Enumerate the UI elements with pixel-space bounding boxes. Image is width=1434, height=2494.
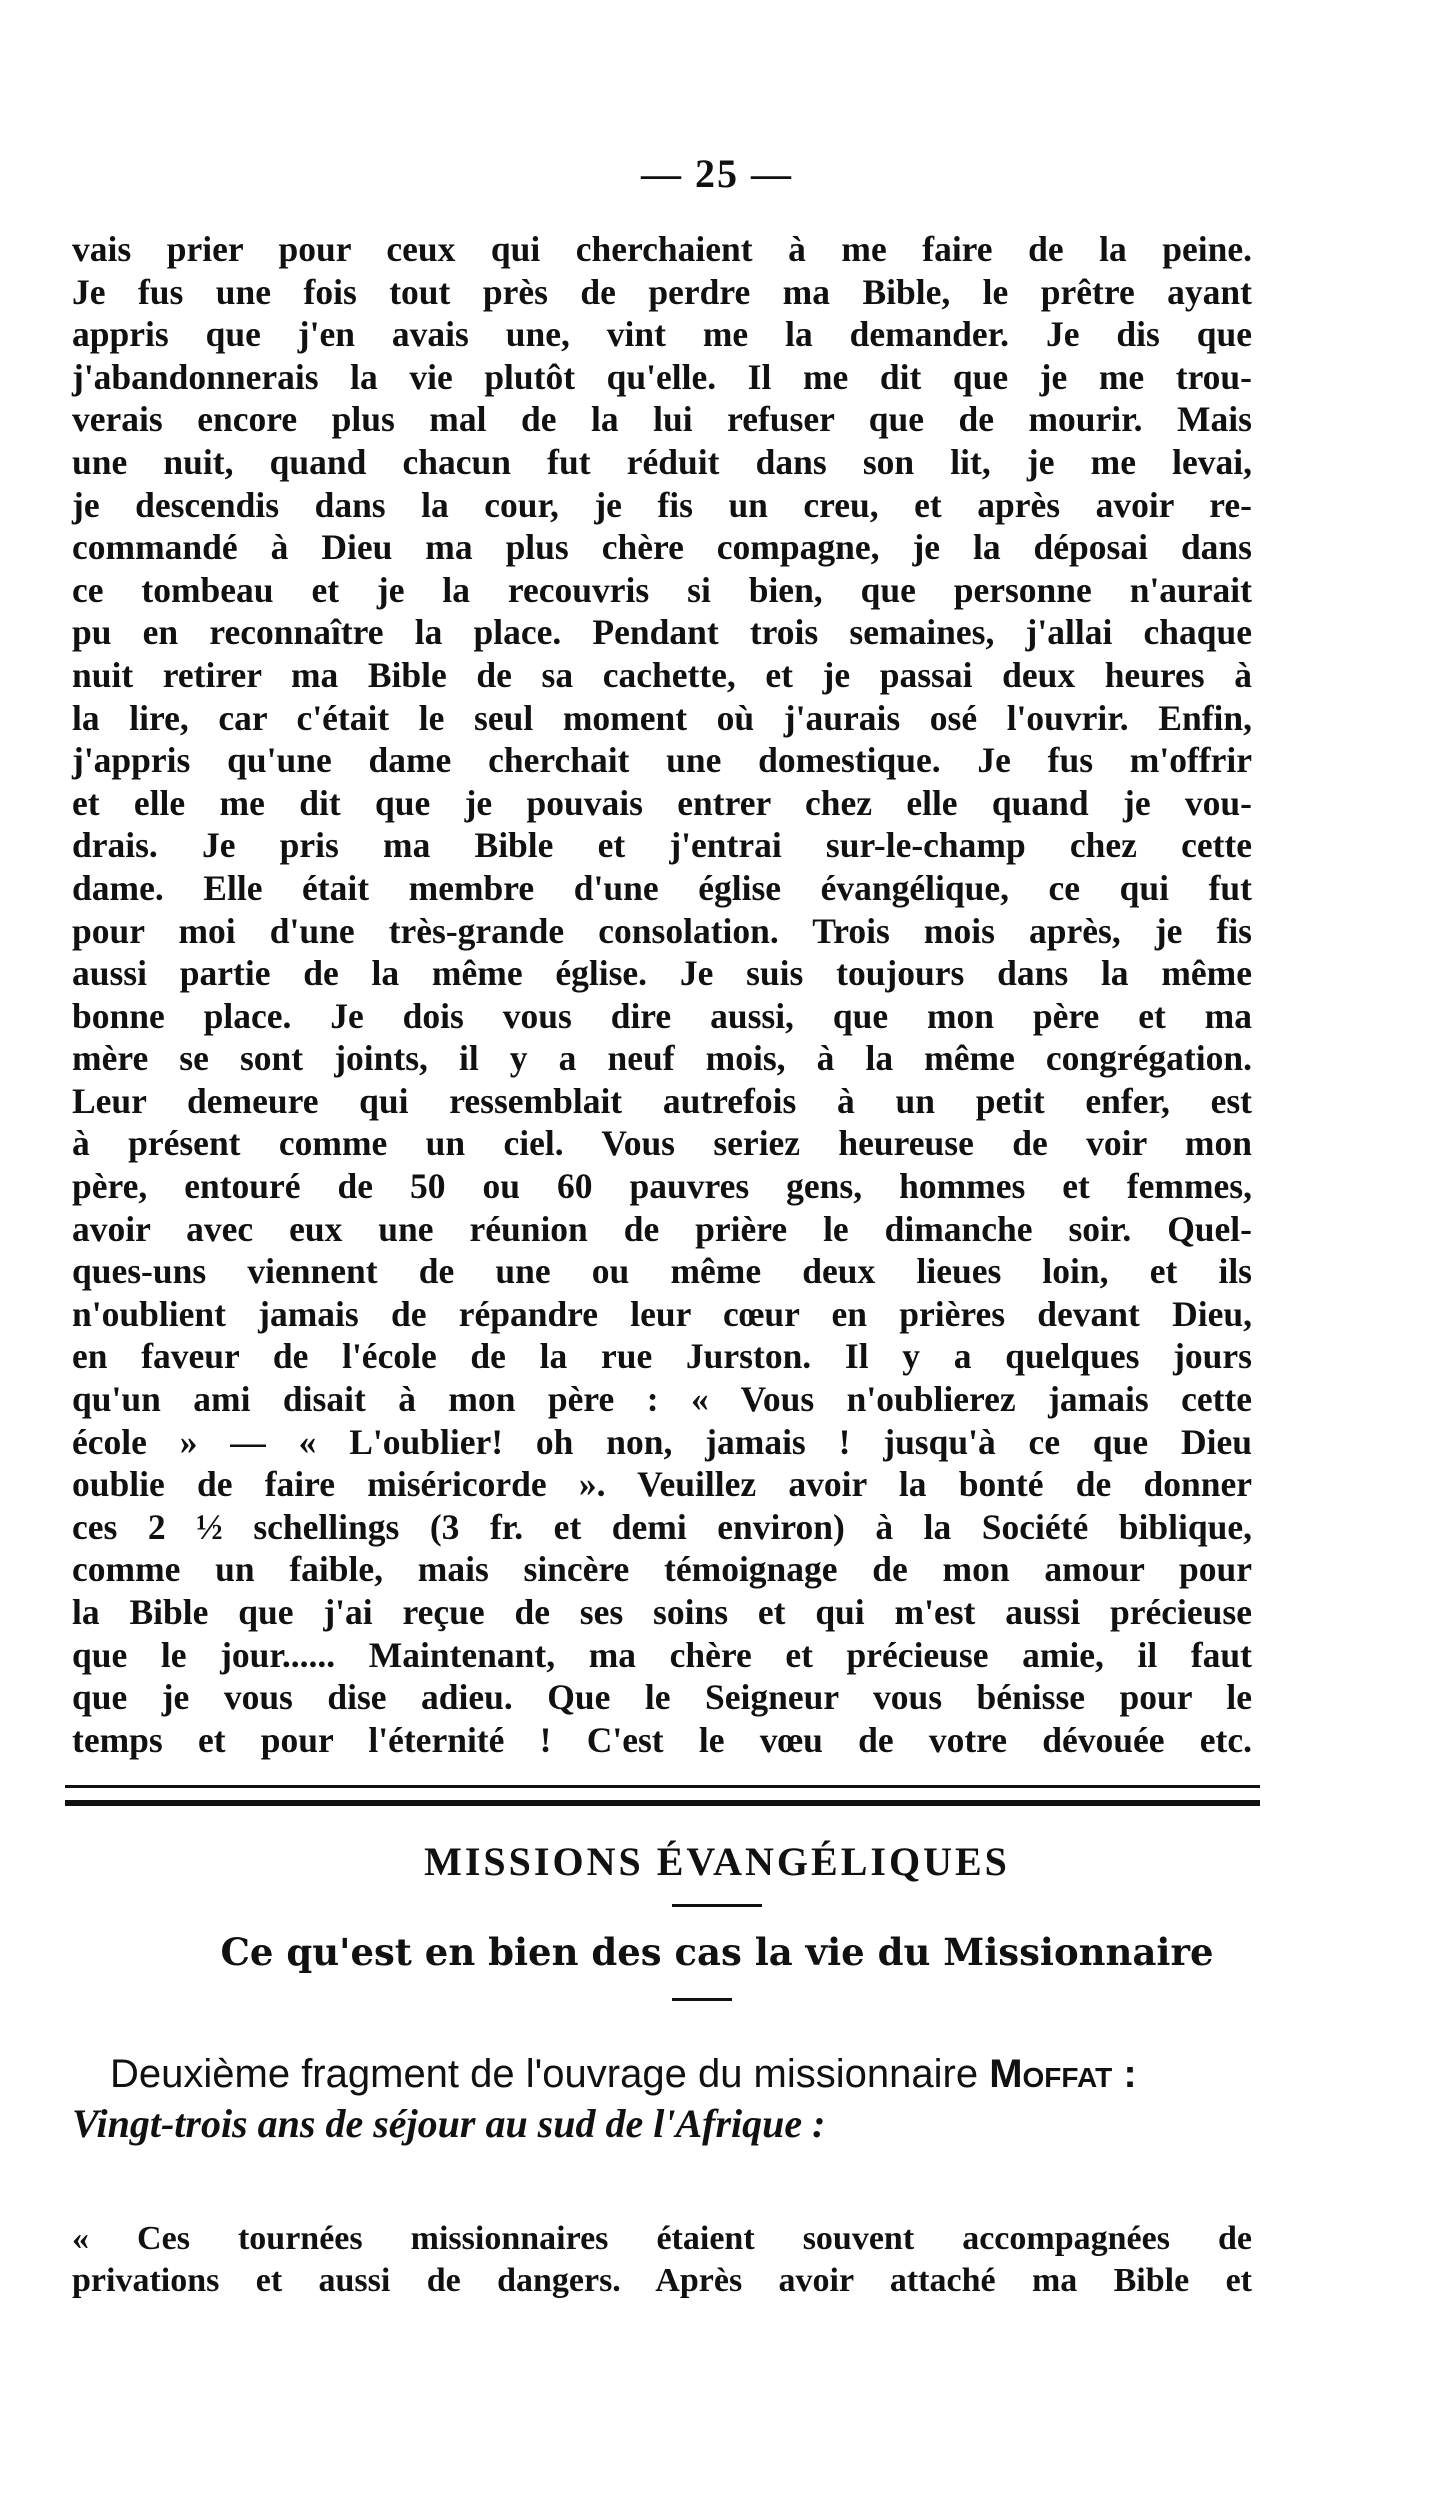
body-line: Je fus une fois tout près de perdre ma Bible, le prêtre ayant [72,271,1252,312]
body-line: vais prier pour ceux qui cherchaient à me faire de la peine. [72,229,1252,269]
letter-body-text [72,228,1252,1761]
body-line: drais. Je pris ma Bible et j'entrai sur-le-champ chez cette [72,825,1252,866]
quote-line: privations et aussi de dangers. Après avoir attaché ma Bible et [72,2262,1252,2299]
body-line: bonne place. Je dois vous dire aussi, que mon père et ma [72,995,1252,1036]
body-line: comme un faible, mais sincère témoignage de mon amour pour [72,1549,1252,1590]
body-line: avoir avec eux une réunion de prière le dimanche soir. Quel- [72,1208,1252,1249]
body-line: pour moi d'une très-grande consolation. Trois mois après, je fis [72,910,1252,951]
body-line: père, entouré de 50 ou 60 pauvres gens, hommes et femmes, [72,1166,1252,1207]
body-line: que le jour...... Maintenant, ma chère et précieuse amie, il faut [72,1634,1252,1675]
body-line: pu en reconnaître la place. Pendant trois semaines, j'allai chaque [72,612,1252,653]
body-line: que je vous dise adieu. Que le Seigneur vous bénisse pour le [72,1677,1252,1718]
body-line: ces 2 ½ schellings (3 fr. et demi environ) à la Société biblique, [72,1506,1252,1547]
section-subtitle: Ce qu'est en bien des cas la vie du Missionnaire [220,1930,1214,1974]
body-line: à présent comme un ciel. Vous seriez heureuse de voir mon [72,1123,1252,1164]
subtitle-underline-rule [672,1998,732,2001]
body-line: en faveur de l'école de la rue Jurston. Il y a quelques jours [72,1336,1252,1377]
page-number: — 25 — [641,151,793,196]
body-line: dame. Elle était membre d'une église évangélique, ce qui fut [72,867,1252,908]
body-line: mère se sont joints, il y a neuf mois, à la même congrégation. [72,1038,1252,1079]
body-line: j'abandonnerais la vie plutôt qu'elle. Il me dit que je me trou- [72,356,1252,397]
fragment-author: Moffat : [989,2052,1137,2096]
body-line: commandé à Dieu ma plus chère compagne, je la déposai dans [72,527,1252,568]
body-line: la lire, car c'était le seul moment où j'aurais osé l'ouvrir. Enfin, [72,697,1252,738]
body-line: oublie de faire miséricorde ». Veuillez avoir la bonté de donner [72,1464,1252,1505]
body-line: et elle me dit que je pouvais entrer chez elle quand je vou- [72,782,1252,823]
fragment-work-title: Vingt-trois ans de séjour au sud de l'Afrique : [72,2101,826,2146]
fragment-prefix: Deuxième fragment de l'ouvrage du missionnaire [110,2052,990,2096]
body-line: verais encore plus mal de la lui refuser que de mourir. Mais [72,399,1252,440]
body-line: n'oublient jamais de répandre leur cœur en prières devant Dieu, [72,1293,1252,1334]
fragment-heading [110,2052,1137,2097]
body-line: je descendis dans la cour, je fis un creu, et après avoir re- [72,484,1252,525]
body-line: la Bible que j'ai reçue de ses soins et qui m'est aussi précieuse [72,1592,1252,1632]
body-line: temps et pour l'éternité ! C'est le vœu de votre dévouée etc. [72,1719,1252,1760]
body-line: ce tombeau et je la recouvris si bien, que personne n'aurait [72,569,1252,610]
quote-line: « Ces tournées missionnaires étaient souvent accompagnées de [72,2220,1252,2257]
body-line: nuit retirer ma Bible de sa cachette, et je passai deux heures à [72,654,1252,695]
body-line: ques-uns viennent de une ou même deux lieues loin, et ils [72,1251,1252,1292]
body-line: une nuit, quand chacun fut réduit dans son lit, je me levai, [72,441,1252,482]
body-line: école » — « L'oublier! oh non, jamais ! jusqu'à ce que Dieu [72,1421,1252,1462]
section-title: MISSIONS ÉVANGÉLIQUES [424,1839,1010,1884]
body-line: aussi partie de la même église. Je suis toujours dans la même [72,953,1252,994]
body-line: appris que j'en avais une, vint me la demander. Je dis que [72,314,1252,355]
title-underline-rule [672,1904,762,1907]
body-line: Leur demeure qui ressemblait autrefois à un petit enfer, est [72,1080,1252,1121]
body-line: j'appris qu'une dame cherchait une domestique. Je fus m'offrir [72,740,1252,781]
body-line: qu'un ami disait à mon père : « Vous n'oublierez jamais cette [72,1379,1252,1420]
section-divider-rule [65,1785,1260,1806]
quote-text [72,2218,1252,2302]
